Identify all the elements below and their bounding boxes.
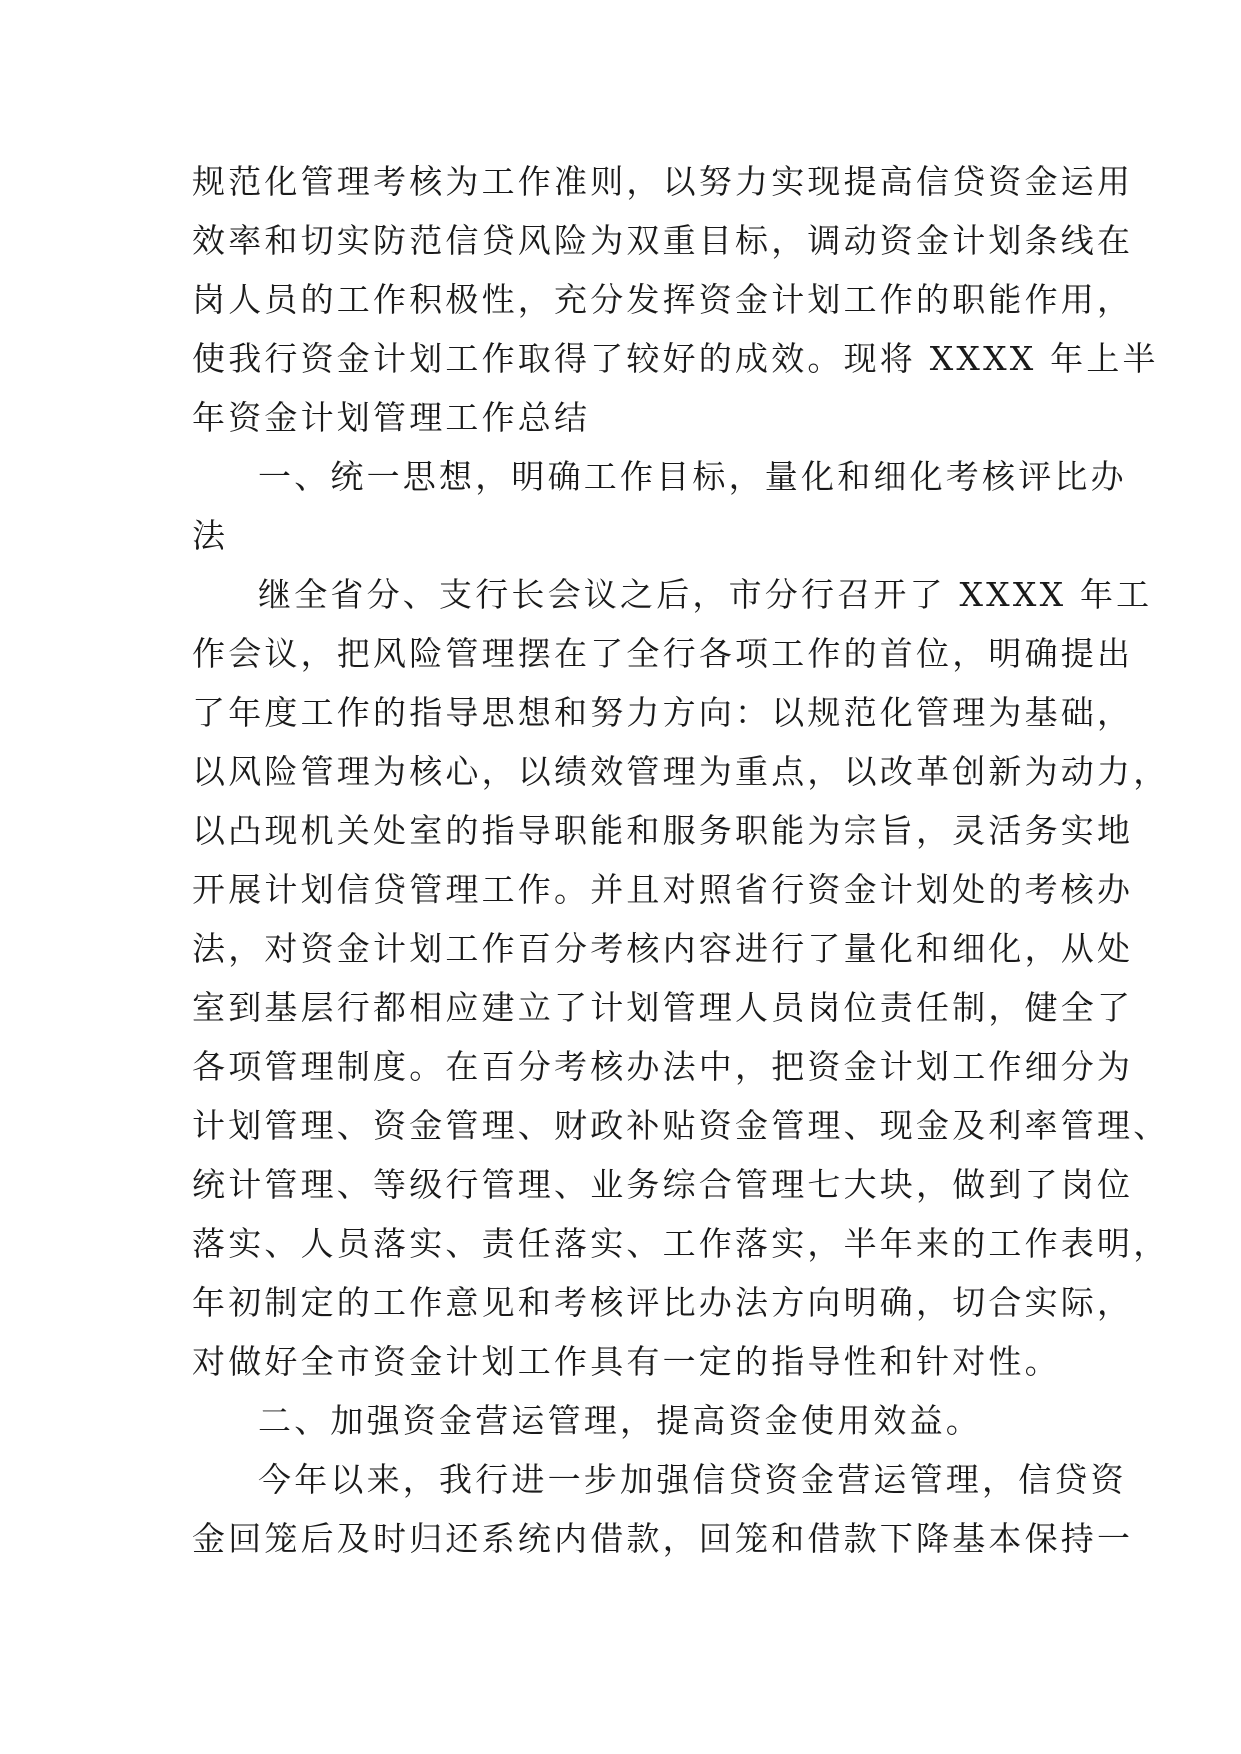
body-line: 金回笼后及时归还系统内借款，回笼和借款下降基本保持一 [192, 1519, 1134, 1558]
body-line: 了年度工作的指导思想和努力方向：以规范化管理为基础， [192, 693, 1134, 732]
body-line: 今年以来，我行进一步加强信贷资金营运管理，信贷资 [258, 1460, 1127, 1499]
body-line: 使我行资金计划工作取得了较好的成效。现将 XXXX 年上半 [192, 339, 1159, 378]
body-line: 统计管理、等级行管理、业务综合管理七大块，做到了岗位 [192, 1165, 1134, 1204]
section-heading-1-continued: 法 [192, 516, 229, 555]
document-body [192, 152, 1170, 1568]
body-line: 落实、人员落实、责任落实、工作落实，半年来的工作表明， [192, 1224, 1170, 1263]
body-line: 规范化管理考核为工作准则，以努力实现提高信贷资金运用 [192, 162, 1134, 201]
body-line: 效率和切实防范信贷风险为双重目标，调动资金计划条线在 [192, 221, 1134, 260]
body-line: 继全省分、支行长会议之后，市分行召开了 XXXX 年工 [258, 575, 1153, 614]
body-line: 以风险管理为核心，以绩效管理为重点，以改革创新为动力， [192, 752, 1170, 791]
body-line: 开展计划信贷管理工作。并且对照省行资金计划处的考核办 [192, 870, 1134, 909]
section-heading-2: 二、加强资金营运管理，提高资金使用效益。 [258, 1401, 982, 1440]
body-line: 计划管理、资金管理、财政补贴资金管理、现金及利率管理、 [192, 1106, 1170, 1145]
body-line: 室到基层行都相应建立了计划管理人员岗位责任制，健全了 [192, 988, 1134, 1027]
body-line: 年初制定的工作意见和考核评比办法方向明确，切合实际， [192, 1283, 1134, 1322]
body-line: 作会议，把风险管理摆在了全行各项工作的首位，明确提出 [192, 634, 1134, 673]
body-line: 对做好全市资金计划工作具有一定的指导性和针对性。 [192, 1342, 1061, 1381]
body-line: 以凸现机关处室的指导职能和服务职能为宗旨，灵活务实地 [192, 811, 1134, 850]
body-line: 岗人员的工作积极性，充分发挥资金计划工作的职能作用， [192, 280, 1134, 319]
body-line: 年资金计划管理工作总结 [192, 398, 591, 437]
section-heading-1: 一、统一思想，明确工作目标，量化和细化考核评比办 [258, 457, 1127, 496]
body-line: 法，对资金计划工作百分考核内容进行了量化和细化，从处 [192, 929, 1134, 968]
body-line: 各项管理制度。在百分考核办法中，把资金计划工作细分为 [192, 1047, 1134, 1086]
